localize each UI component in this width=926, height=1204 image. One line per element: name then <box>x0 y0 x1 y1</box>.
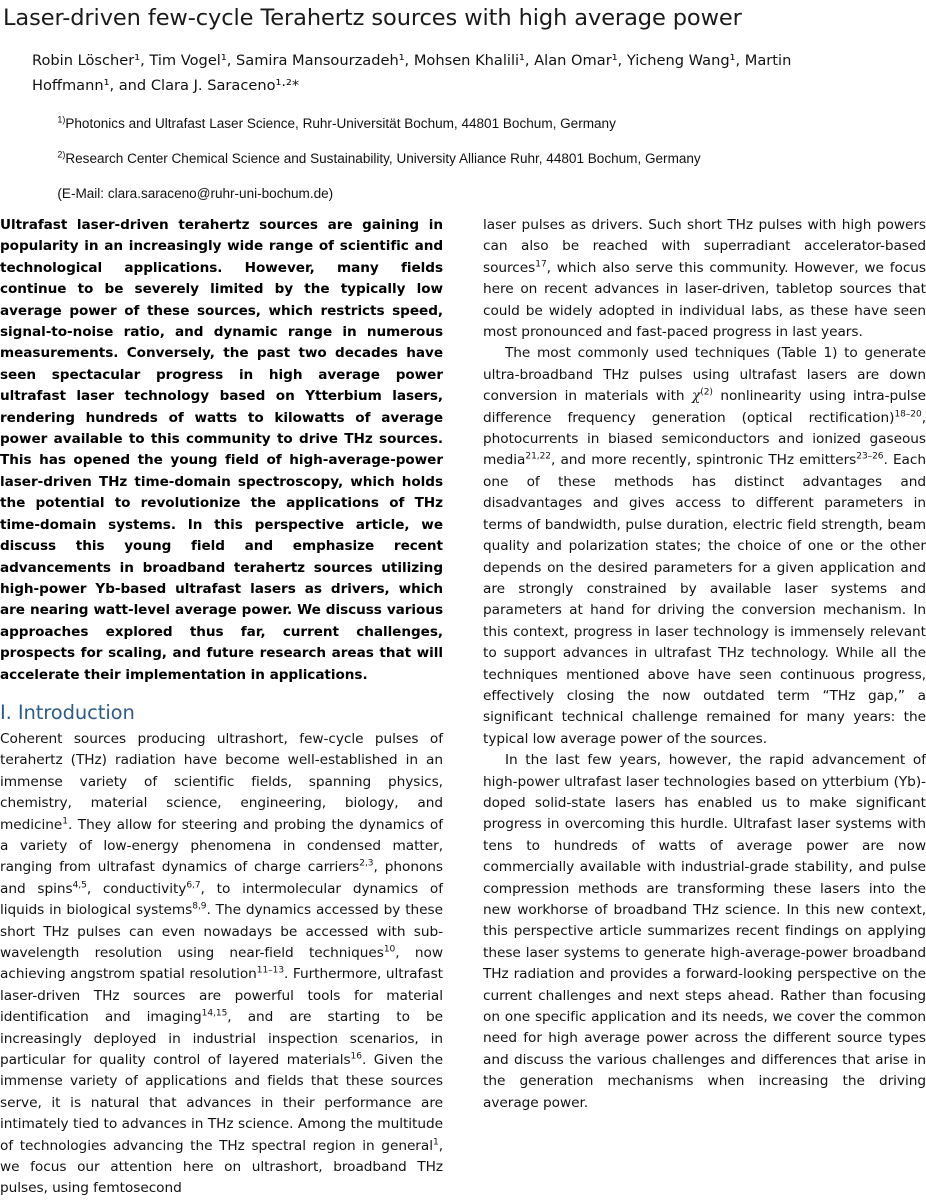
right-text-2d: , and more recently, spintronic THz emitters <box>551 452 857 469</box>
citation-ref: 8,9 <box>192 901 207 912</box>
intro-text-d: , conductivity <box>86 880 187 897</box>
page-title: Laser-driven few-cycle Terahertz sources with high average power <box>3 5 742 31</box>
citation-ref: 23–26 <box>856 451 884 462</box>
citation-ref: 10 <box>383 944 396 955</box>
citation-ref: 4,5 <box>72 880 87 891</box>
affiliation-1 <box>2 116 881 133</box>
citation-ref: 6,7 <box>186 880 201 891</box>
intro-text-b: . They allow for steering and probing the dynamics of a variety of low-energy phenomena in condensed matter, ranging from ultrafast dynamics of charge carriers <box>0 816 443 876</box>
citation-ref: 21,22 <box>525 451 551 462</box>
author-line-2: Hoffmann¹, and Clara J. Saraceno¹·²* <box>32 77 300 94</box>
right-paragraph-2 <box>483 343 926 750</box>
author-list <box>2 48 922 98</box>
intro-text-j: . Given the immense variety of applications and fields that these sources serve, it is natural that advances in their performance are intimately tied to advances in THz science. Among the multitude of technologies advancing the THz spectral region in general <box>0 1052 443 1154</box>
contact-email-text[interactable]: (E-Mail: clara.saraceno@ruhr-uni-bochum.de) <box>57 186 334 202</box>
section-heading-introduction: I. Introduction <box>0 700 135 724</box>
right-text-2e: . Each one of these methods has distinct advantages and disadvantages and gives access to different parameters in terms of bandwidth, pulse duration, electric field strength, beam quality and polarization states; the choice of one or the other depends on the desired parameters for a given application and are strongly constrained by available laser systems and parameters at hand for driving the conversion mechanism. In this context, progress in laser technology is immensely relevant to support advances in ultrafast THz technology. While all the techniques mentioned above have seen continuous progress, effectively closing the now outdated term “THz gap,” a significant technical challenge remained for many years: the typical low average power of the sources. <box>483 452 926 747</box>
citation-ref: 1 <box>432 1137 439 1148</box>
affiliation-2 <box>2 151 881 168</box>
contact-email[interactable] <box>2 186 881 203</box>
citation-ref: 2,3 <box>359 858 374 869</box>
intro-text-k: , we focus our attention here on ultrashort, broadband THz pulses, using femtosecond <box>0 1137 443 1197</box>
citation-ref: 18–20 <box>894 409 922 420</box>
intro-text-g: , now achieving angstrom spatial resolution <box>0 945 443 983</box>
paper-page <box>0 4 926 1204</box>
chi-symbol: χ <box>691 388 701 405</box>
citation-ref: 17 <box>535 259 547 270</box>
right-text-1b: , which also serve this community. However, we focus here on recent advances in laser-driven, tabletop sources that could be widely adopted in individual labs, as these have seen most pronounced and fast-paced progress in last years. <box>483 259 926 341</box>
intro-text-f: . The dynamics accessed by these short THz pulses can even nowadays be accessed with sub-wavelength resolution using near-field techniques <box>0 902 443 961</box>
right-text-2c: , photocurrents in biased semiconductors and ionized gaseous media <box>483 409 926 469</box>
citation-ref: 16 <box>350 1051 362 1062</box>
affiliation-1-marker: 1) <box>57 114 66 125</box>
author-line-1: Robin Löscher¹, Tim Vogel¹, Samira Mansourzadeh¹, Mohsen Khalili¹, Alan Omar¹, Yicheng Wang¹, Martin <box>32 52 792 69</box>
intro-text-i: , and are starting to be increasingly deployed in industrial inspection scenarios, in particular for quality control of layered materials <box>0 1009 444 1069</box>
right-text-2b: nonlinearity using intra-pulse difference frequency generation (optical rectification) <box>483 388 926 426</box>
intro-text-h: . Furthermore, ultrafast laser-driven THz sources are powerful tools for material identification and imaging <box>0 966 443 1026</box>
right-text-1a: laser pulses as drivers. Such short THz pulses with high powers can also be reached with superradiant accelerator-based sources <box>483 217 926 276</box>
two-column-body <box>0 215 926 1200</box>
intro-text-e: , to intermolecular dynamics of liquids in biological systems <box>0 880 443 919</box>
right-column <box>483 215 926 1114</box>
citation-ref: 14,15 <box>201 1008 228 1019</box>
right-paragraph-1 <box>483 215 926 343</box>
intro-text-c: , phonons and spins <box>0 859 443 897</box>
right-text-2a: The most commonly used techniques (Table 1) to generate ultra-broadband THz pulses using ultrafast lasers are down conversion in materials with <box>483 345 926 405</box>
left-column <box>0 215 443 1200</box>
intro-text-a: Coherent sources producing ultrashort, few-cycle pulses of terahertz (THz) radiation have become well-established in an immense variety of scientific fields, spanning physics, chemistry, material science, engineering, biology, and medicine <box>0 730 443 833</box>
affiliation-1-text: Photonics and Ultrafast Laser Science, Ruhr-Universität Bochum, 44801 Bochum, Germany <box>65 116 616 132</box>
introduction-paragraph <box>0 729 443 1200</box>
citation-ref: 1 <box>62 816 68 826</box>
right-paragraph-3: In the last few years, however, the rapid advancement of high-power ultrafast laser technologies based on ytterbium (Yb)-doped solid-state lasers has enabled us to make significant progress in overcoming this hurdle. Ultrafast laser systems with tens to hundreds of watts of average power are now commercially available with industrial-grade stability, and pulse compression methods are transforming these lasers into the new workhorse of broadband THz science. In this new context, this perspective article summarizes recent findings on applying these laser systems to generate high-average-power broadband THz radiation and provides a forward-looking perspective on the current challenges and next steps ahead. Rather than focusing on one specific application and its needs, we cover the common need for high average power across the different source types and discuss the various challenges and differences that arise in the generation mechanisms when increasing the driving average power. <box>483 752 926 1111</box>
paper-header <box>0 4 926 203</box>
chi-order-superscript: (2) <box>700 387 713 398</box>
citation-ref: 11–13 <box>256 965 285 976</box>
affiliation-2-text: Research Center Chemical Science and Sustainability, University Alliance Ruhr, 44801 Bochum, Germany <box>65 151 701 167</box>
affiliation-2-marker: 2) <box>57 149 66 160</box>
abstract-paragraph: Ultrafast laser-driven terahertz sources are gaining in popularity in an increasingly wide range of scientific and technological applications. However, many fields continue to be severely limited by the typically low average power of these sources, which restricts speed, signal-to-noise ratio, and dynamic range in numerous measurements. Conversely, the past two decades have seen spectacular progress in high average power ultrafast laser technology based on Ytterbium lasers, rendering hundreds of watts to kilowatts of average power available to this community to drive THz sources. This has opened the young field of high-average-power laser-driven THz time-domain spectroscopy, which holds the potential to revolutionize the applications of THz time-domain systems. In this perspective article, we discuss this young field and emphasize recent advancements in broadband terahertz sources utilizing high-power Yb-based ultrafast lasers as drivers, which are nearing watt-level average power. We discuss various approaches explored thus far, current challenges, prospects for scaling, and future research areas that will accelerate their implementation in applications. <box>0 217 443 683</box>
